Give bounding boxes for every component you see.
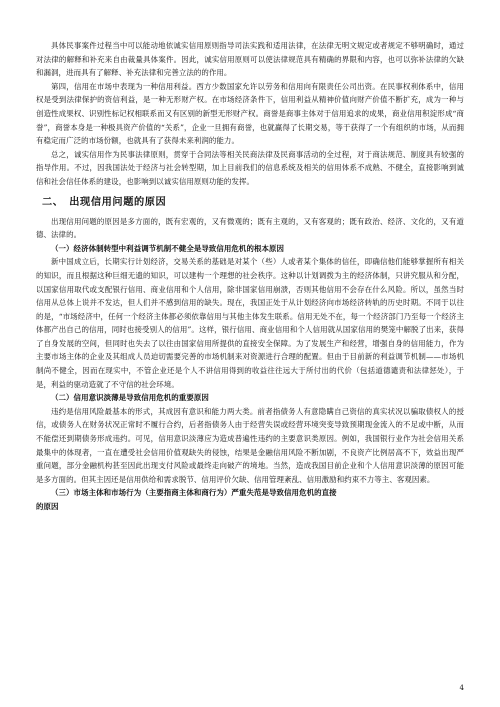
subheading-economic-system: （一）经济体制转型中利益调节机制不健全是导致信用危机的根本原因 [51,243,285,253]
paragraph-credit-interest: 第四，信用在市场中表现为一种信用利益。西方少数国家允许以劳务和信用向有限责任公司出资。在民事权利体系中，信用权是受到法律保护的资信利益，是一种无形财产权。在市场经济条件下，信用利益从精神价值向财产价值不断扩充，成为一种与创造性成果权、识别性标记权相联系而又有区别的新型无形财产权。商誉是商事主体对于信用追求的成果，商业信用积淀形成“商誉”，商誉本身是一种极具资产价值的“关系”，企业一旦拥有商誉，也就赢得了长期交易，等于获得了一个有组织的市场，从而拥有稳定而广泛的市场份额，也就具有了获得未来利润的能力。 [36,81,464,146]
paragraph-summary: 总之，诚实信用作为民事法律原则，贯穿于合同法等相关民商法律及民商事活动的全过程，对于商法规范、制度具有较强的指导作用。不过，因我国法处于经济与社会转型期，加上目前我们的信息系统及相关的信用体系不成熟、不健全，直接影响到诚信和社会信任体系的建设，也影响到以诚实信用原则功能的发挥。 [36,149,464,186]
paragraph-credit-awareness: 违约是信用风险最基本的形式，其成因有意识和能力两大类。前者指债务人有意隐瞒自己资信的真实状况以骗取债权人的授信，或债务人在财务状况正常时不履行合约，后者指债务人由于经营失误或经营环境突变导致预期现金流入的不足或中断，从而不能偿还到期债务形成违约。可见，信用意识淡薄应为造成普遍性违约的主要意识类原因。例如，我国银行业作为社会信用关系最集中的体现者，一直在遭受社会信用价值观缺失的侵蚀，结果是金融信用风险不断加剧，不良资产比例居高不下，效益出现严重问题，部分金融机构甚至因此出现支付风险或最终走向破产的境地。当然，造成我国目前企业和个人信用意识淡薄的原因可能是多方面的。但其主因还是信用供给和需求脱节、信用评价欠缺、信用管理紊乱、信用激励和约束不力等主、客观因素。 [36,406,464,484]
subheading-market-behavior: （三）市场主体和市场行为（主要指商主体和商行为）严重失范是导致信用危机的直接 [51,488,337,498]
section-heading-causes: 二、 出现信用问题的原因 [42,196,167,208]
paragraph-economic-system: 新中国成立后，长期实行计划经济，交易关系的基础是对某个（些）人或者某个集体的信任，即确信他们能够掌握所有相关的知识，而且根据这种巨细无遗的知识，可以建构一个理想的社会秩序。这种以计划调拨为主的经济体制，只讲究服从和分配，以国家信用取代或支配银行信用、商业信用和个人信用，除非国家信用崩溃，否则其他信用不会存在什么风险。所以，虽然当时信用从总体上说并不发达，但人们并不感到信用的缺失。现在，我国正处于从计划经济向市场经济转轨的历史时期。不同于以往的是，“市场经济中，任何一个经济主体都必须依靠信用与其他主体发生联系。信用无处不在，每一个经济部门乃至每一个经济主体都产出自己的信用，同时也接受别人的信用”。这样，银行信用、商业信用和个人信用就从国家信用的樊笼中解脱了出来，获得了自身发展的空间，但同时也失去了以往由国家信用所提供的直接安全保障。为了发展生产和经营，增强自身的信用能力，作为主要市场主体的企业及其组成人员迫切需要完善的市场机制来对资源进行合理的配置。但由于目前新的利益调节机制——市场机制尚不健全，因而在现实中，不管企业还是个人不讲信用得到的收益往往远大于所付出的代价（包括道德谴责和法律惩处），于是，利益的驱动造就了不守信的社会环境。 [36,257,464,389]
paragraph-causes-intro: 出现信用问题的原因是多方面的，既有宏观的，又有微观的；既有主观的，又有客观的；既有政治、经济、文化的，又有道德、法律的。 [36,216,464,240]
subheading-credit-awareness: （二）信用意识淡薄是导致信用危机的重要原因 [51,393,209,403]
paragraph-interpretation-role: 具体民事案件过程当中可以能动地依诚实信用原则指导司法实践和适用法律，在法律无明文规定或者规定不够明确时，通过对法律的解释和补充来自由裁量具体案件。因此，诚实信用原则可以使法律规范具有精确的界限和内容，也可以弥补法律的欠缺和漏洞，进而具有了解释、补充法律和完善立法的的作用。 [36,41,464,78]
subheading-market-behavior-tail: 的原因 [36,502,59,511]
page-number: 4 [459,684,464,692]
